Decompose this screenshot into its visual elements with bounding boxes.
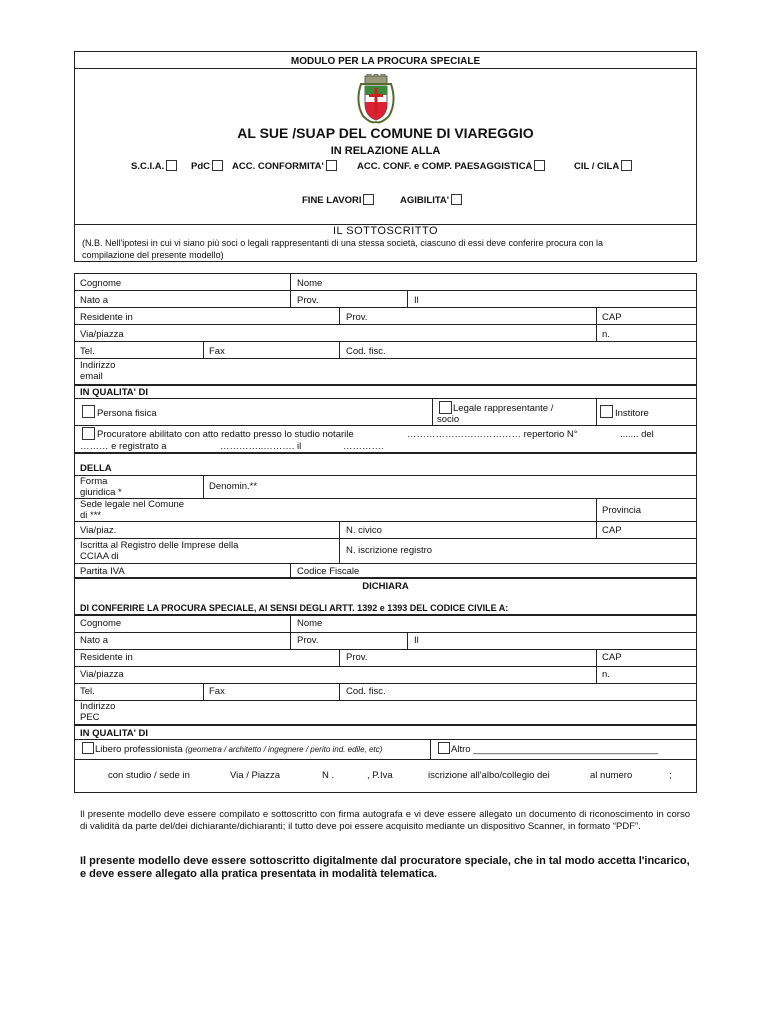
checkbox-agibilita[interactable] <box>451 194 462 205</box>
option-agibilita[interactable]: AGIBILITA' <box>400 194 462 206</box>
della-title: DELLA <box>80 463 112 474</box>
checkbox-acc-conformita[interactable] <box>326 160 337 171</box>
della-codfisc-label: Codice Fiscale <box>297 566 360 577</box>
p1-tel-label: Tel. <box>80 346 95 357</box>
sottoscritto-note-1: (N.B. Nell'ipotesi in cui vi siano più soci o legali rappresentanti di una stessa società, ciascuno di essi deve conferire procura con la <box>82 238 603 248</box>
sottoscritto-note-2: compilazione del presente modello) <box>82 250 224 260</box>
q2-piva-label: , P.Iva <box>367 770 393 781</box>
option-scia[interactable]: S.C.I.A. <box>131 160 177 172</box>
p1-nato-label: Nato a <box>80 295 108 306</box>
dichiara-text: DI CONFERIRE LA PROCURA SPECIALE, AI SENSI DEGLI ARTT. 1392 e 1393 DEL CODICE CIVILE A: <box>80 603 509 613</box>
p1-fax-label: Fax <box>209 346 225 357</box>
qualita1-title: IN QUALITA' DI <box>80 387 149 398</box>
numero-label: al numero <box>590 770 633 781</box>
p1-cognome-label: Cognome <box>80 278 122 289</box>
p1-indirizzo-label: Indirizzo <box>80 360 116 371</box>
piva-label: Partita IVA <box>80 566 125 577</box>
semicolon-label: ; <box>669 770 672 781</box>
checkbox-cil-cila[interactable] <box>621 160 632 171</box>
p1-email-label: email <box>80 371 103 382</box>
checkbox-persona-fisica[interactable] <box>82 405 95 418</box>
dots-end-label: …………. <box>343 441 384 452</box>
legale-socio-label: socio <box>437 414 460 425</box>
p2-cap-label: CAP <box>602 652 622 663</box>
p2-il-label: Il <box>414 635 419 646</box>
option-pdc[interactable]: PdC <box>191 160 223 172</box>
p2-cognome-label: Cognome <box>80 618 122 629</box>
checkbox-libero-professionista[interactable] <box>82 742 94 754</box>
p1-il-label: Il <box>414 295 419 306</box>
footer-note-2: Il presente modello deve essere sottoscritto digitalmente dal procuratore speciale, che in tal modo accetta l'incarico, e deve essere allegato alla pratica presentata in modalità telematica. <box>80 855 690 880</box>
option-acc-conformita[interactable]: ACC. CONFORMITA' <box>232 160 337 172</box>
libero-professionista-label: Libero professionista (geometra / architetto / ingegnere / perito ind. edile, etc) <box>95 744 383 755</box>
del-label: ....... del <box>620 429 654 440</box>
iscrizione-label: iscrizione all'albo/collegio dei <box>428 770 550 781</box>
checkbox-altro[interactable] <box>438 742 450 754</box>
p1-codfisc-label: Cod. fisc. <box>346 346 386 357</box>
forma-label-2: giuridica * <box>80 487 122 498</box>
procuratore-label: Procuratore abilitato con atto redatto presso lo studio notarile <box>97 429 354 440</box>
institore-label: Institore <box>615 408 649 419</box>
repertorio-label: ……………………………… repertorio N° <box>407 429 578 440</box>
checkbox-acc-conf-paesaggistica[interactable] <box>534 160 545 171</box>
p2-pec-label: PEC <box>80 712 100 723</box>
legale-rappresentante-label: Legale rappresentante / <box>453 403 554 414</box>
qualita1-box <box>74 385 697 453</box>
p2-prov-label: Prov. <box>297 635 319 646</box>
checkbox-legale-rappresentante[interactable] <box>439 401 452 414</box>
qualita2-title: IN QUALITA' DI <box>80 728 149 739</box>
registrato-label: ……… e registrato a <box>80 441 167 452</box>
p2-fax-label: Fax <box>209 686 225 697</box>
p2-residente-label: Residente in <box>80 652 133 663</box>
relation-label: IN RELAZIONE ALLA <box>330 145 441 157</box>
checkbox-procuratore[interactable] <box>82 427 95 440</box>
p1-n-label: n. <box>602 329 610 340</box>
sottoscritto-title: IL SOTTOSCRITTO <box>332 225 439 237</box>
p2-tel-label: Tel. <box>80 686 95 697</box>
checkbox-scia[interactable] <box>166 160 177 171</box>
checkbox-pdc[interactable] <box>212 160 223 171</box>
altro-label: Altro ___________________________________ <box>451 744 659 755</box>
denomin-label: Denomin.** <box>209 481 258 492</box>
main-title: AL SUE /SUAP DEL COMUNE DI VIAREGGIO <box>237 125 534 141</box>
persona-fisica-label: Persona fisica <box>97 408 157 419</box>
p1-residente-label: Residente in <box>80 312 133 323</box>
p1-prov2-label: Prov. <box>346 312 368 323</box>
q2-via-label: Via / Piazza <box>230 770 280 781</box>
forma-label-1: Forma <box>80 476 108 487</box>
iscritta-label-1: Iscritta al Registro delle Imprese della <box>80 540 239 551</box>
ncivico-label: N. civico <box>346 525 382 536</box>
p2-codfisc-label: Cod. fisc. <box>346 686 386 697</box>
p1-via-label: Via/piazza <box>80 329 124 340</box>
p2-indirizzo-label: Indirizzo <box>80 701 116 712</box>
p2-nato-label: Nato a <box>80 635 108 646</box>
option-cil-cila[interactable]: CIL / CILA <box>574 160 632 172</box>
checkbox-institore[interactable] <box>600 405 613 418</box>
dots-il-label: …………..………. il <box>220 441 302 452</box>
p2-prov2-label: Prov. <box>346 652 368 663</box>
p1-cap-label: CAP <box>602 312 622 323</box>
p2-nome-label: Nome <box>297 618 323 629</box>
sede-label-1: Sede legale nel Comune <box>80 499 185 510</box>
viapiaz-label: Via/piaz. <box>80 525 117 536</box>
provincia-label: Provincia <box>602 505 642 516</box>
iscritta-label-2: CCIAA di <box>80 551 119 562</box>
p2-n-label: n. <box>602 669 610 680</box>
studio-label: con studio / sede in <box>108 770 190 781</box>
module-title: MODULO PER LA PROCURA SPECIALE <box>290 56 481 67</box>
dichiara-title: DICHIARA <box>362 581 409 592</box>
p1-prov-label: Prov. <box>297 295 319 306</box>
footer-note-1: Il presente modello deve essere compilato e sottoscritto con firma autografa e vi deve essere allegato un documento di riconoscimento in corso di validità da parte del/dei dichiarante/dichiaranti; il tutto deve poi essere acquisito mediante un dispositivo Scanner, in formato “PDF”. <box>80 809 690 832</box>
q2-n-label: N . <box>322 770 335 781</box>
p2-via-label: Via/piazza <box>80 669 124 680</box>
niscr-label: N. iscrizione registro <box>346 545 433 556</box>
p1-nome-label: Nome <box>297 278 323 289</box>
option-fine-lavori[interactable]: FINE LAVORI <box>302 194 374 206</box>
coat-of-arms-logo <box>353 74 399 124</box>
della-cap-label: CAP <box>602 525 622 536</box>
sede-label-2: di *** <box>80 510 102 521</box>
checkbox-fine-lavori[interactable] <box>363 194 374 205</box>
option-acc-conf-paesaggistica[interactable]: ACC. CONF. e COMP. PAESAGGISTICA <box>357 160 545 172</box>
